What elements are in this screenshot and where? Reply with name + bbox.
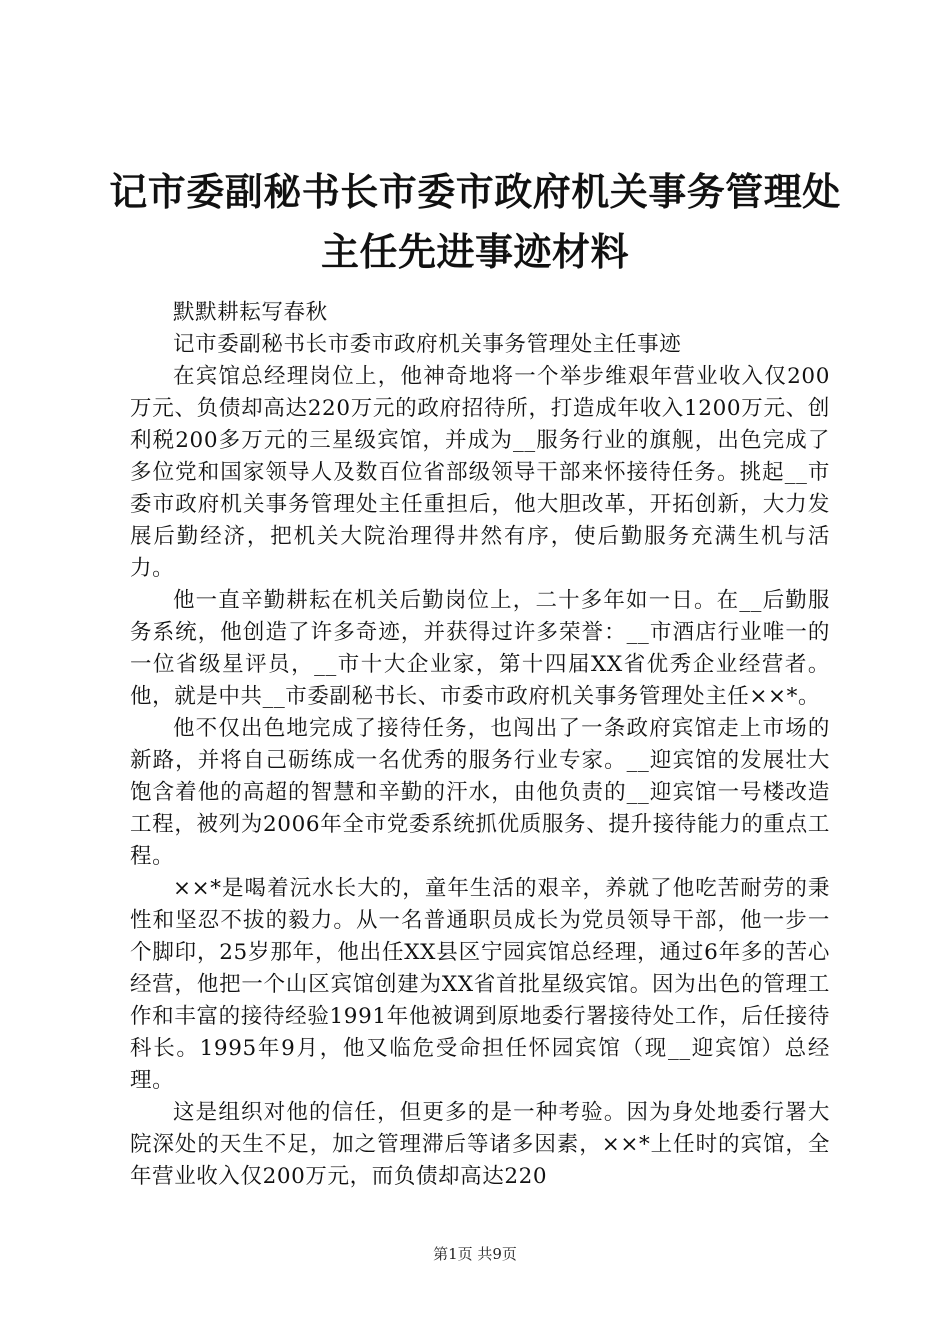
body-paragraph: 在宾馆总经理岗位上，他神奇地将一个举步维艰年营业收入仅200万元、负债却高达220万元的政府招待所，打造成年收入1200万元、创利税200多万元的三星级宾馆，并成为__服务行业的旗舰，出色完成了多位党和国家领导人及数百位省部级领导干部来怀接待任务。挑起__市委市政府机关事务管理处主任重担后，他大胆改革，开拓创新，大力发展后勤经济，把机关大院治理得井然有序，使后勤服务充满生机与活力。 — [130, 364, 830, 581]
body-paragraph: 这是组织对他的信任，但更多的是一种考验。因为身处地委行署大院深处的天生不足，加之管理滞后等诸多因素，××*上任时的宾馆，全年营业收入仅200万元，而负债却高达220 — [130, 1100, 830, 1189]
document-body — [130, 297, 830, 1193]
page-number-footer: 第1页 共9页 — [433, 1245, 517, 1263]
document-title: 记市委副秘书长市委市政府机关事务管理处主任先进事迹材料 — [109, 170, 841, 274]
body-paragraph: ××*是喝着沅水长大的，童年生活的艰辛，养就了他吃苦耐劳的秉性和坚忍不拔的毅力。从一名普通职员成长为党员领导干部，他一步一个脚印，25岁那年，他出任XX县区宁园宾馆总经理，通过6年多的苦心经营，他把一个山区宾馆创建为XX省首批星级宾馆。因为出色的管理工作和丰富的接待经验1991年他被调到原地委行署接待处工作，后任接待科长。1995年9月，他又临危受命担任怀园宾馆（现__迎宾馆）总经理。 — [130, 876, 830, 1093]
body-paragraph: 他不仅出色地完成了接待任务，也闯出了一条政府宾馆走上市场的新路，并将自己砺练成一名优秀的服务行业专家。__迎宾馆的发展壮大饱含着他的高超的智慧和辛勤的汗水，由他负责的__迎宾馆一号楼改造工程，被列为2006年全市党委系统抓优质服务、提升接待能力的重点工程。 — [130, 716, 830, 869]
sub-subtitle-heading: 记市委副秘书长市委市政府机关事务管理处主任事迹 — [173, 332, 682, 357]
body-paragraph: 他一直辛勤耕耘在机关后勤岗位上，二十多年如一日。在__后勤服务系统，他创造了许多奇迹，并获得过许多荣誉：__市酒店行业唯一的一位省级星评员，__市十大企业家，第十四届XX省优秀企业经营者。他，就是中共__市委副秘书长、市委市政府机关事务管理处主任××*。 — [130, 588, 830, 709]
subtitle-heading: 默默耕耘写春秋 — [173, 300, 328, 325]
